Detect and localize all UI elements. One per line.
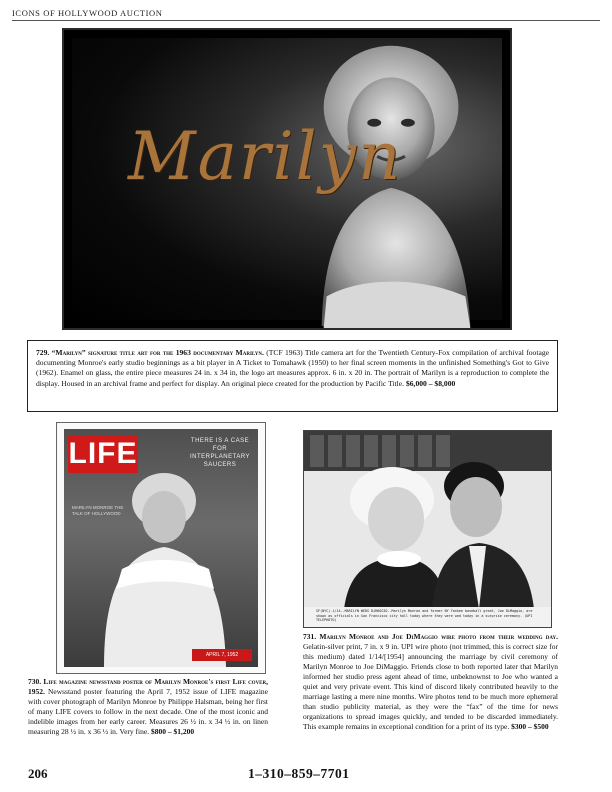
lot-730-estimate: $800 – $1,200 (150, 727, 195, 736)
running-header: ICONS OF HOLLYWOOD AUCTION (12, 8, 600, 21)
wire-photo-caption-strip: SF(NYC)-1/14--MARILYN WEDS DiMAGGIO--Marilyn Monroe and former NY Yankee baseball great, Joe DiMaggio, are shown as officials in San Francisco city hall today where they were wed today in a surprise ceremony. (UPI TELEPHOTO) (304, 607, 551, 627)
lot-729-title: “Marilyn” signature title art for the 1963 documentary Marilyn. (51, 348, 264, 357)
life-magazine-cover (64, 429, 258, 667)
phone-number: 1–310–859–7701 (248, 766, 350, 781)
life-logo: LIFE (68, 435, 138, 473)
lot-730-description: Newsstand poster featuring the April 7, 1952 issue of LIFE magazine with cover photograph of Marilyn Monroe by Philippe Halsman, being her first of many LIFE covers to follow in the next decade. One of the most iconic and indelible images from her early career. Measures 26 ½ in. x 34 ½ in. on linen measuring 28 ½ in. x 36 ½ in. Very fine. (28, 687, 269, 736)
lot-731-caption (303, 632, 558, 732)
lot-729-estimate: $6,000 – $8,000 (405, 378, 456, 388)
page-number: 206 (28, 766, 48, 781)
marilyn-signature-logo: Marilyn (128, 118, 403, 195)
lot-731-image (303, 430, 552, 628)
lot-729-number: 729. (36, 348, 50, 357)
lot-730-image (56, 422, 266, 674)
lot-729-image (62, 28, 512, 330)
life-cover-line: MARILYN MONROE THE TALK OF HOLLYWOOD (72, 505, 124, 516)
lot-730-caption (28, 677, 268, 737)
life-cover-tagline: THERE IS A CASE FOR INTERPLANETARY SAUCERS (189, 438, 251, 468)
lot-731-estimate: $300 – $500 (511, 722, 549, 731)
lot-731-description: Gelatin-silver print, 7 in. x 9 in. UPI wire photo (not trimmed, this is correct size for this medium) dated 1/14/[1954] announcing the marriage by civil ceremony of Marilyn Monroe to Joe DiMaggio. Friends close to both reported later that Marilyn informed her studio press agent ahead of time, unbeknownst to Joe who wanted a quiet and very private event. This kind of discord likely contributed heavily to the marriage lasting a mere nine months. Wire photos tend to be much more ephemeral than studio publicity material, as they were the “fax” of the time for news organizations to spread images quickly, and tended to be discarded immediately. This example remains in exceptional condition for a print of its type. (303, 642, 558, 731)
lot-730-number: 730. (28, 677, 42, 686)
lot-730-title: Life magazine newsstand poster of Marilyn Monroe's first Life cover, 1952. (28, 677, 269, 696)
wedding-photo-figure (304, 431, 552, 609)
lot-731-number: 731. (303, 632, 317, 641)
lot-731-title: Marilyn Monroe and Joe DiMaggio wire photo from their wedding day. (319, 632, 559, 641)
lot-729-caption (27, 340, 558, 412)
lot-729-description: (TCF 1963) Title camera art for the Twentieth Century-Fox compilation of archival footage documenting Monroe's early studio beginnings as a bit player in A Ticket to Tomahawk (1950) to her final screen moments in the unfinished Something's Got to Give (1962). Enamel on glass, the entire piece measures 24 in. x 34 in, the logo art measures approx. 6 in. x 20 in. The portrait of Marilyn is a reproduction to complete the display. Housed in an archival frame and perfect for display. An original piece created for the production by Pacific Title. (36, 348, 549, 388)
life-cover-date: APRIL 7, 1952 (192, 649, 252, 661)
